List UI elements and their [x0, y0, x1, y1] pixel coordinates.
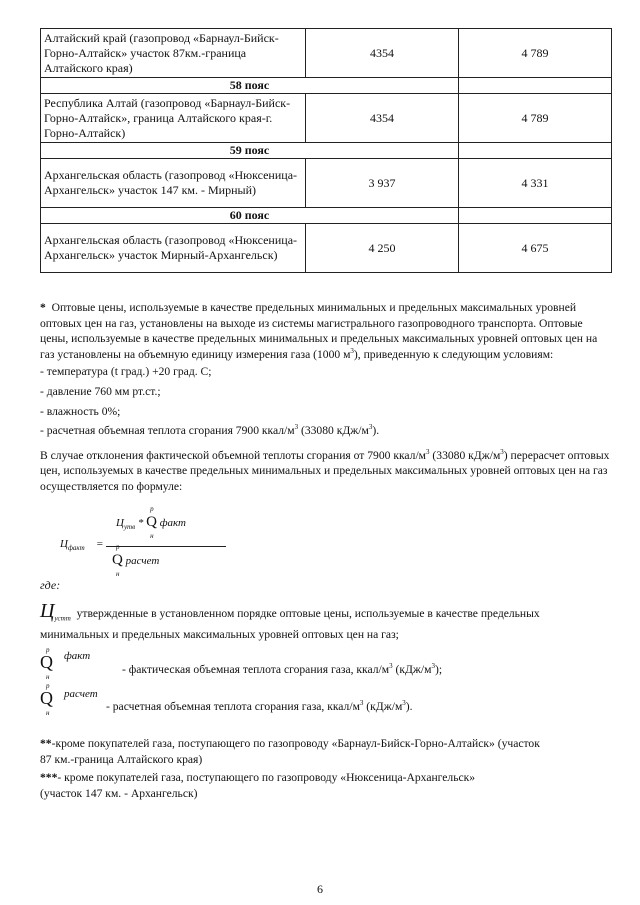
definition-price	[40, 600, 610, 643]
text-part: - кроме покупателей газа, поступающего по газопроводу «Нюксеница-Архангельск» (участок 147 км. - Архангельск)	[40, 771, 476, 800]
condition-pressure: - давление 760 мм рт.ст.;	[40, 384, 161, 398]
formula-symbol: Ц	[40, 600, 55, 622]
definition-design-heat	[106, 699, 606, 715]
text-part: (33080 кДж/м	[429, 448, 501, 462]
heat-value-symbol	[146, 505, 157, 540]
max-price-cell: 4 331	[459, 159, 612, 208]
formula-q: Q	[40, 652, 53, 672]
formula-label: факт	[159, 517, 187, 529]
formula-superscript: р	[150, 505, 154, 513]
formula-symbol: Ц	[116, 517, 124, 529]
zone-label: 58 пояс	[41, 78, 459, 94]
footnote-text	[40, 736, 540, 767]
price-formula	[60, 505, 260, 578]
max-price-cell: 4 789	[459, 29, 612, 78]
heat-value-symbol	[40, 682, 53, 717]
superscript: 3	[402, 699, 406, 708]
superscript: 3	[359, 699, 364, 708]
condition-humidity: - влажность 0%;	[40, 404, 121, 418]
formula-label: расчет	[125, 555, 160, 567]
condition-temperature: - температура (t град.) +20 град. С;	[40, 365, 212, 379]
note-paragraph	[40, 300, 610, 362]
formula-superscript: р	[46, 646, 50, 654]
superscript: 3	[431, 662, 435, 671]
superscript: 3	[389, 662, 393, 671]
min-price-cell: 4354	[306, 94, 459, 143]
formula-lhs	[60, 538, 85, 552]
region-cell: Архангельская область (газопровод «Нюксеница-Архангельск» участок 147 км. - Мирный)	[41, 159, 306, 208]
footnote-mark: **	[40, 737, 52, 750]
formula-subscript: факт	[67, 544, 85, 553]
formula-subscript: н	[46, 709, 50, 717]
superscript: 3	[368, 423, 373, 432]
superscript: 3	[426, 447, 430, 456]
min-price-cell: 4354	[306, 29, 459, 78]
formula-multiply: *	[137, 517, 144, 529]
price-note	[40, 300, 610, 495]
table-row	[41, 159, 612, 208]
formula-subscript: устт	[54, 614, 71, 623]
zone-row	[41, 78, 612, 94]
formula-subscript: н	[116, 570, 120, 578]
heat-value-symbol	[40, 646, 53, 681]
formula-superscript: р	[116, 543, 120, 551]
text-part: -кроме покупателей газа, поступающего по газопроводу «Барнаул-Бийск-Горно-Алтайск» (участок 87 км.-граница Алтайского края)	[40, 737, 540, 766]
zone-label: 59 пояс	[41, 143, 459, 159]
page-number: 6	[317, 882, 323, 896]
formula-q: Q	[112, 552, 123, 568]
heat-value-symbol	[112, 543, 123, 578]
formula-symbol: Ц	[60, 538, 68, 550]
text-part: - фактическая объемная теплота сгорания газа, ккал/м	[122, 663, 390, 676]
text-part: ).	[372, 424, 380, 438]
formula-equals: =	[96, 538, 104, 550]
formula-denominator	[112, 543, 232, 578]
formula-subscript: н	[150, 532, 154, 540]
text-part: - расчетная объемная теплота сгорания газа, ккал/м	[106, 700, 360, 713]
zone-label: 60 пояс	[41, 208, 459, 224]
condition-heat-value	[40, 423, 610, 439]
text-part: (кДж/м	[363, 700, 403, 713]
zone-empty-cell	[459, 143, 612, 159]
table-row	[41, 94, 612, 143]
formula-label: расчет	[64, 688, 98, 700]
superscript: 3	[350, 346, 354, 355]
table-row	[41, 29, 612, 78]
superscript: 3	[500, 447, 504, 456]
superscript: 3	[294, 423, 299, 432]
text-part: (33080 кДж/м	[298, 424, 369, 438]
table-row	[41, 224, 612, 273]
footnote-text	[40, 770, 520, 801]
text-part: );	[434, 663, 443, 676]
text-part: - расчетная объемная теплота сгорания 7900 ккал/м	[40, 424, 295, 438]
recalculation-paragraph	[40, 448, 610, 495]
text-part: (кДж/м	[392, 663, 432, 676]
text-part: ).	[405, 700, 413, 713]
region-cell: Республика Алтай (газопровод «Барнаул-Бийск-Горно-Алтайск», граница Алтайского края-г. Горно-Алтайск)	[41, 94, 306, 143]
formula-numerator	[116, 505, 236, 540]
where-label: где:	[40, 578, 61, 592]
region-cell: Архангельская область (газопровод «Нюксеница-Архангельск» участок Мирный-Архангельск)	[41, 224, 306, 273]
min-price-cell: 3 937	[306, 159, 459, 208]
note-star: *	[40, 301, 46, 314]
formula-superscript: р	[46, 682, 50, 690]
text-part: В случае отклонения фактической объемной теплоты сгорания от 7900 ккал/м	[40, 448, 427, 462]
definition-text: утвержденные в установленном порядке оптовые цены, используемые в качестве предельных минимальных и предельных максимальных уровней оптовых цен на газ;	[40, 607, 540, 641]
footnote-triple-star	[40, 770, 520, 801]
note-text: Оптовые цены, используемые в качестве предельных минимальных и предельных максимальных уровней оптовых цен на газ, установлены на выходе из системы магистрального газопроводного транспорта. Оптовые цены, используемые в качестве предельных минимальных и предельных максимальных уровней оптовых цен на газ установлены на объемную единицу измерения газа (1000 м	[40, 301, 598, 361]
zone-empty-cell	[459, 208, 612, 224]
region-cell: Алтайский край (газопровод «Барнаул-Бийск-Горно-Алтайск» участок 87км.-граница Алтайского края)	[41, 29, 306, 78]
formula-subscript: н	[46, 673, 50, 681]
formula-q: Q	[40, 688, 53, 708]
formula-label: факт	[64, 650, 91, 662]
min-price-cell: 4 250	[306, 224, 459, 273]
zone-row	[41, 143, 612, 159]
formula-q: Q	[146, 514, 157, 530]
footnote-mark: ***	[40, 771, 58, 784]
footnote-double-star	[40, 736, 540, 767]
zone-row	[41, 208, 612, 224]
zone-empty-cell	[459, 78, 612, 94]
max-price-cell: 4 675	[459, 224, 612, 273]
formula-subscript: утв	[123, 523, 136, 532]
text-part: ) перерасчет оптовых цен, используемых в качестве предельных минимальных и предельных максимальных уровней оптовых цен на газ осуществляется по формуле:	[40, 448, 610, 493]
fraction-line	[106, 546, 226, 547]
definition-actual-heat	[122, 662, 602, 678]
note-text-end: ), приведенную к следующим условиям:	[353, 347, 554, 361]
price-table	[40, 28, 612, 273]
max-price-cell: 4 789	[459, 94, 612, 143]
